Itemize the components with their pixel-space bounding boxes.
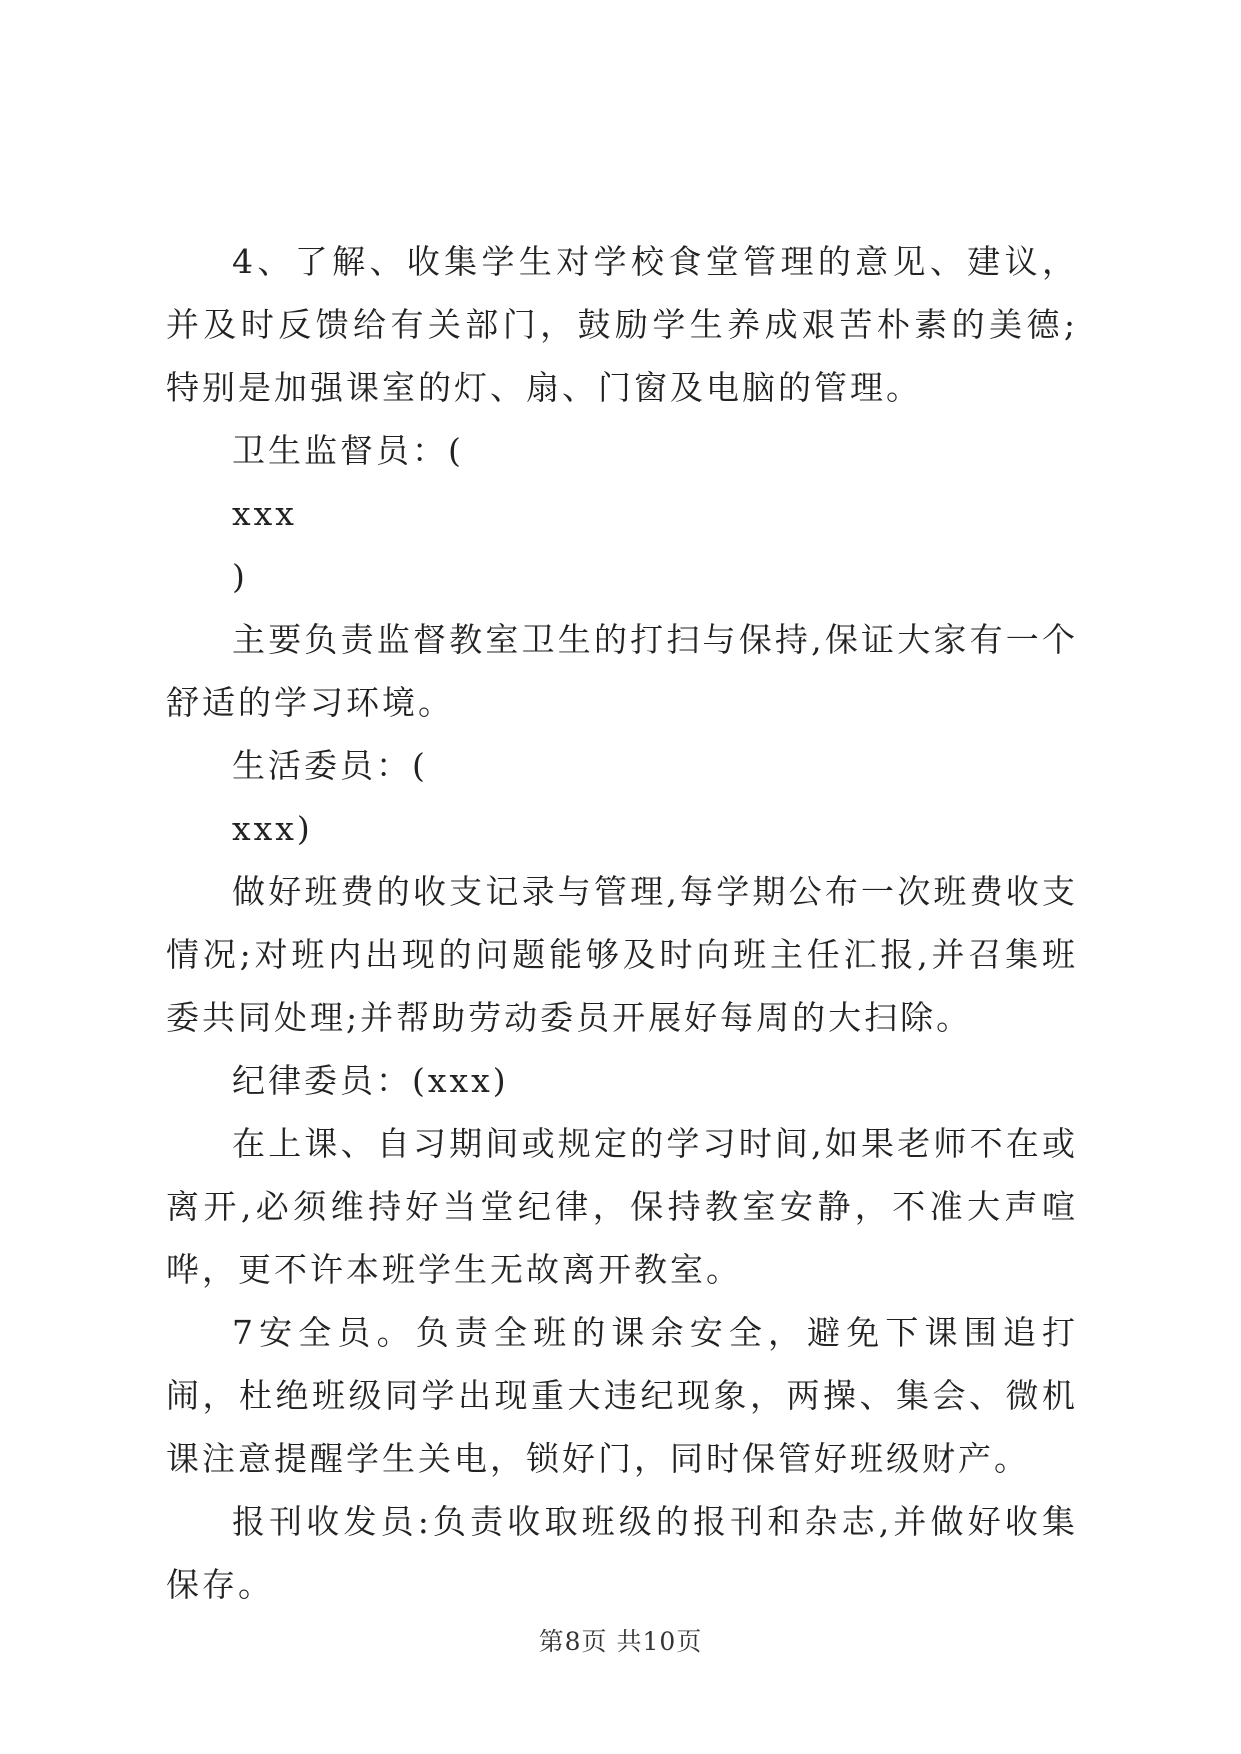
- heading-hygiene-supervisor: 卫生监督员：(: [232, 431, 464, 470]
- paragraph-safety-officer: 7安全员。负责全班的课余安全，避免下课围追打闹，杜绝班级同学出现重大违纪现象，两操、集会、微机课注意提醒学生关电，锁好门，同时保管好班级财产。: [166, 1313, 1078, 1478]
- life-committee-name: xxx): [232, 809, 313, 848]
- heading-life-committee: 生活委员：(: [232, 746, 428, 785]
- hygiene-supervisor-close: ): [232, 557, 248, 596]
- hygiene-supervisor-name: xxx: [232, 494, 297, 533]
- document-body: [166, 230, 1078, 1616]
- paragraph-life-duties: 做好班费的收支记录与管理,每学期公布一次班费收支情况;对班内出现的问题能够及时向班主任汇报,并召集班委共同处理;并帮助劳动委员开展好每周的大扫除。: [166, 872, 1078, 1037]
- paragraph-discipline-duties: 在上课、自习期间或规定的学习时间,如果老师不在或离开,必须维持好当堂纪律，保持教室安静，不准大声喧哗，更不许本班学生无故离开教室。: [166, 1124, 1078, 1289]
- paragraph-newspaper-distributor: 报刊收发员:负责收取班级的报刊和杂志,并做好收集保存。: [166, 1502, 1078, 1604]
- heading-discipline-committee: 纪律委员：(xxx): [232, 1061, 509, 1100]
- paragraph-canteen-feedback: 4、了解、收集学生对学校食堂管理的意见、建议，并及时反馈给有关部门，鼓励学生养成艰苦朴素的美德;特别是加强课室的灯、扇、门窗及电脑的管理。: [166, 242, 1078, 407]
- page-number-footer: 第8页 共10页: [538, 1627, 703, 1656]
- paragraph-hygiene-duties: 主要负责监督教室卫生的打扫与保持,保证大家有一个舒适的学习环境。: [166, 620, 1078, 722]
